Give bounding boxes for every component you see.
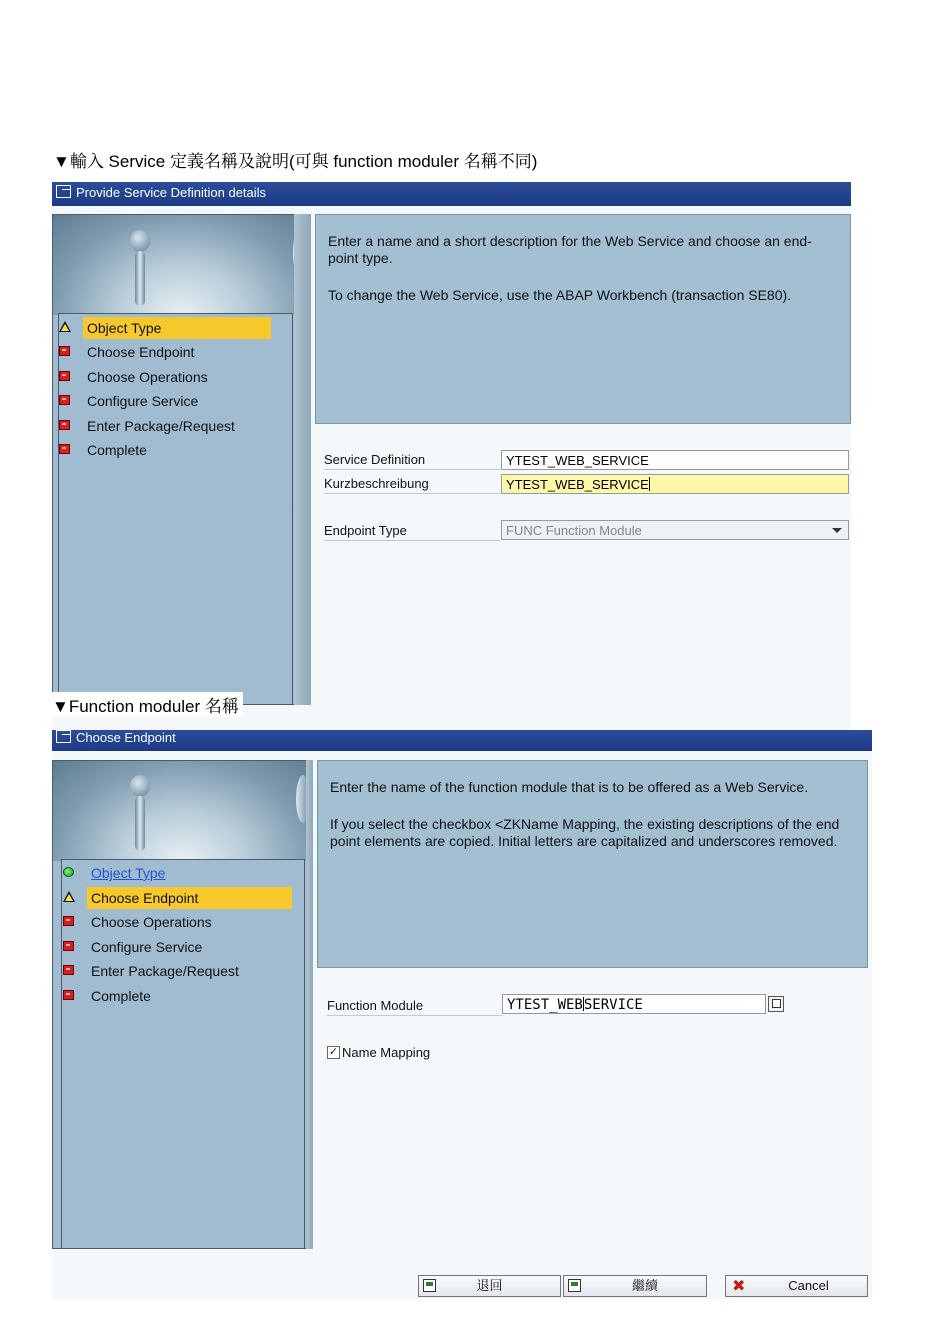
error-icon [59,346,70,356]
info-text: Enter the name of the function module that is to be offered as a Web Service. [330,779,809,795]
step-configure-service[interactable]: Configure Service [87,936,263,958]
caption-service-definition: ▼輸入 Service 定義名稱及說明(可與 function moduler 名稱不同) [53,152,538,171]
error-icon [63,990,74,1000]
endpoint-type-dropdown[interactable] [501,520,849,540]
endpoint-type-value: FUNC Function Module [506,523,642,538]
info-box-2 [317,760,868,968]
chevron-down-icon [832,528,842,533]
water-drop-banner [53,761,312,861]
water-drop-banner [53,215,310,315]
name-mapping-label: Name Mapping [342,1045,431,1060]
name-mapping-checkbox[interactable]: ✓ [328,1046,339,1058]
function-module-value-a: YTEST_WEB [507,997,583,1013]
step-complete[interactable]: Complete [87,985,263,1007]
close-icon: ✖ [732,1278,746,1295]
step-object-type[interactable]: Object Type [83,317,271,339]
service-definition-label: Service Definition [324,451,500,470]
caption-function-module: ▼Function moduler 名稱 [52,692,243,717]
function-module-label: Function Module [327,997,503,1016]
service-definition-field[interactable]: YTEST_WEB_SERVICE [501,450,849,470]
error-icon [63,965,74,975]
done-icon [63,867,74,877]
window-title-bar-2 [52,730,872,751]
info-text: Enter a name and a short description for the Web Service and choose an end-point type. [328,233,812,266]
window-title-bar [52,182,851,206]
step-object-type[interactable]: Object Type [87,862,263,884]
short-description-label: Kurzbeschreibung [324,475,500,494]
cancel-button[interactable]: ✖ Cancel [725,1275,868,1297]
continue-button[interactable]: 繼續 [563,1275,707,1297]
function-module-value-b: SERVICE [583,997,643,1013]
step-complete[interactable]: Complete [83,439,259,461]
info-box [315,214,851,424]
short-description-field[interactable] [501,474,849,494]
short-description-value: YTEST_WEB_SERVICE [506,477,649,492]
error-icon [63,941,74,951]
step-enter-package[interactable]: Enter Package/Request [87,960,263,982]
info-text-2: To change the Web Service, use the ABAP Workbench (transaction SE80). [328,287,792,303]
step-choose-endpoint[interactable]: Choose Endpoint [87,887,292,909]
endpoint-type-label: Endpoint Type [324,522,500,541]
window-icon [56,730,71,743]
function-module-field[interactable] [502,994,766,1014]
step-enter-package[interactable]: Enter Package/Request [83,415,259,437]
warning-icon [59,321,71,332]
error-icon [63,916,74,926]
error-icon [59,444,70,454]
step-choose-operations[interactable]: Choose Operations [83,366,259,388]
error-icon [59,420,70,430]
value-help-button[interactable] [768,996,784,1012]
window-title: Provide Service Definition details [76,185,267,200]
window-title: Choose Endpoint [76,730,176,745]
warning-icon [63,891,75,902]
error-icon [59,395,70,405]
step-configure-service[interactable]: Configure Service [83,390,259,412]
error-icon [59,371,70,381]
step-choose-operations[interactable]: Choose Operations [87,911,263,933]
back-button[interactable]: 退回 [418,1275,561,1297]
divider-strip [306,760,313,1249]
step-choose-endpoint[interactable]: Choose Endpoint [83,341,259,363]
divider-strip [294,214,311,705]
info-text-2: If you select the checkbox <ZKName Mapping, the existing descriptions of the end point elements are copied. Initial letters are capitalized and underscores removed. [330,816,840,849]
window-icon [56,185,71,198]
